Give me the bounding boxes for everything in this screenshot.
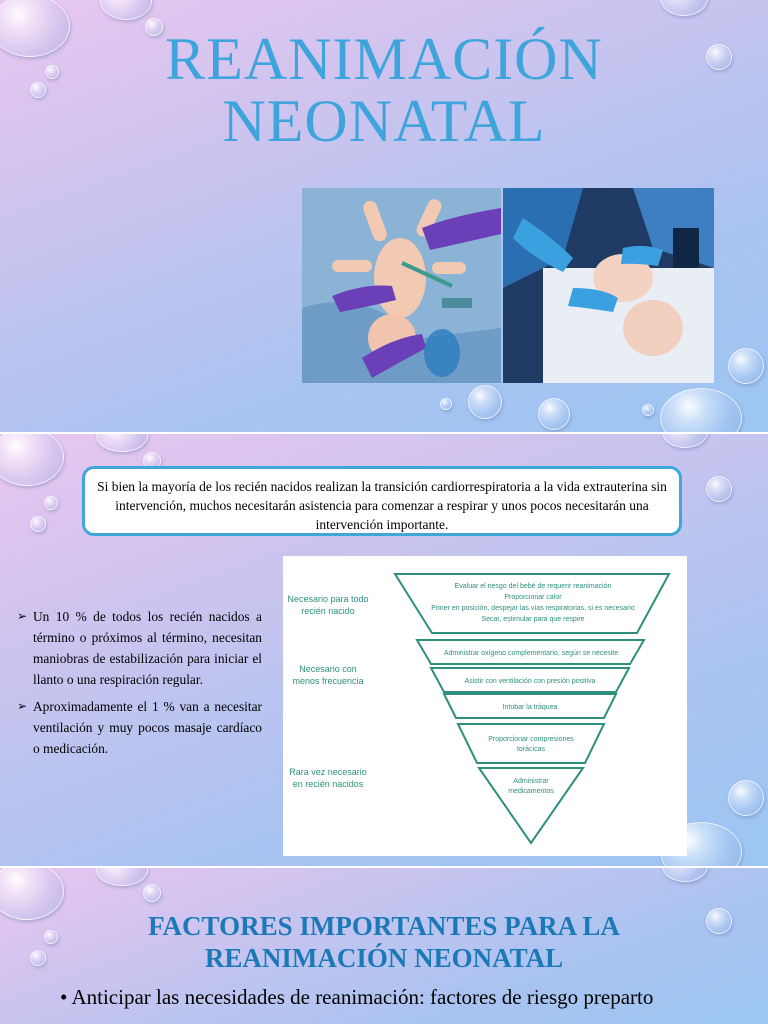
water-drop-decoration [706, 476, 732, 502]
side-label: Necesario para todo [287, 594, 369, 604]
water-drop-decoration [100, 0, 152, 20]
water-drop-decoration [728, 348, 764, 384]
pyramid-text: Intubar la tráquea [502, 704, 558, 711]
statistics-list [17, 606, 262, 765]
resuscitation-photo-right [503, 188, 714, 383]
water-drop-decoration [662, 434, 708, 448]
list-item [60, 984, 760, 1010]
neonatal-manikin-photo-left [302, 188, 501, 383]
pyramid-text: torácicas [516, 746, 546, 753]
title-line: REANIMACIÓN NEONATAL [204, 943, 564, 973]
side-label: menos frecuencia [292, 676, 364, 686]
side-label: en recién nacidos [292, 779, 364, 789]
water-drop-decoration [662, 868, 708, 882]
water-drop-decoration [44, 496, 58, 510]
water-drop-decoration [143, 884, 161, 902]
water-drop-decoration [96, 434, 148, 452]
pyramid-text: Administrar [513, 778, 549, 785]
water-drop-decoration [538, 398, 570, 430]
water-drop-decoration [30, 516, 46, 532]
slide-1 [0, 0, 768, 432]
pyramid-text: medicamentos [508, 788, 554, 795]
water-drop-decoration [660, 0, 708, 16]
slide-3 [0, 868, 768, 1024]
title-line: FACTORES IMPORTANTES PARA LA [148, 911, 620, 941]
pyramid-text: Asistir con ventilación con presión positiva [464, 678, 596, 685]
list-item-text: Aproximadamente el 1 % van a necesitar ventilación y muy pocos masaje cardíaco o medicación. [33, 699, 262, 756]
slide-title [0, 28, 768, 152]
side-label: Necesario con [299, 664, 357, 674]
pyramid-text: Secar, estimular para que respire [481, 616, 585, 623]
pyramid-text: Evaluar el riesgo del bebé de requerir reanimación [454, 583, 612, 590]
water-drop-decoration [96, 868, 148, 886]
water-drop-decoration [0, 434, 64, 486]
list-item-text: Un 10 % de todos los recién nacidos a término o próximos al término, necesitan maniobras de estabilización para iniciar el llanto o una respiración regular. [33, 609, 262, 687]
slide-2 [0, 434, 768, 866]
pyramid-text: Administrar oxígeno complementario, según se necesite [443, 650, 619, 657]
pyramid-level-compressions [458, 724, 604, 763]
water-drop-decoration [660, 388, 742, 432]
arrow-bullet-icon: ➢ [17, 699, 28, 713]
list-item-text: Anticipar las necesidades de reanimación: factores de riesgo preparto [71, 985, 654, 1009]
title-line: NEONATAL [222, 88, 546, 154]
pyramid-text: Proporcionar compresiones [488, 736, 574, 743]
side-label: recién nacido [301, 606, 355, 616]
bullet-dot-icon: • [60, 985, 68, 1009]
pyramid-text: Proporcionar calor [504, 594, 562, 601]
intro-callout: Si bien la mayoría de los recién nacidos realizan la transición cardiorrespiratoria a la vida extrauterina sin intervención, muchos necesitarán asistencia para comenzar a respirar y unos pocos necesitarán una intervención importante. [82, 466, 682, 536]
resuscitation-pyramid-diagram [283, 556, 687, 856]
water-drop-decoration [440, 398, 452, 410]
arrow-bullet-icon: ➢ [17, 609, 28, 623]
list-item [17, 696, 262, 759]
pyramid-text: Poner en posición, despejar las vías respiratorias, si es necesario [431, 605, 635, 612]
water-drop-decoration [642, 404, 654, 416]
water-drop-decoration [468, 385, 502, 419]
list-item [17, 606, 262, 690]
water-drop-decoration [728, 780, 764, 816]
title-line: REANIMACIÓN [165, 26, 603, 92]
slide-title [0, 910, 768, 974]
side-label: Rara vez necesario [289, 767, 367, 777]
